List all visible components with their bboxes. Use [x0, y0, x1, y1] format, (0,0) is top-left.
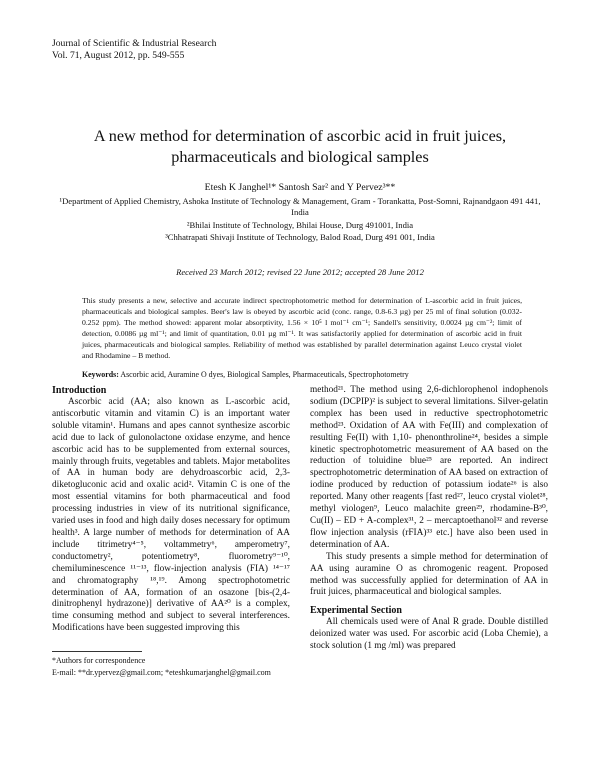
abstract: This study presents a new, selective and accurate indirect spectrophotometric method for determination of L-ascorbic acid in fruit juices, pharmaceuticals and biological samples. Beer's law is obeyed by ascorbic acid (conc. range, 0.8-6.3 µg) per 25 ml of final solution (0.032-0.252 ppm). The method showed: apparent molar absorptivity, 1.56 × 10⁵ l mol⁻¹ cm⁻¹; Sandell's sensitivity, 0.0024 µg cm⁻²; limit of detection, 0.0086 µg ml⁻¹; and limit of quantitation, 0.01 µg ml⁻¹. It was satisfactorily applied for determination of ascorbic acid in fruit juices, pharmaceuticals and biological samples. Reliability of method was established by parallel determination against Leuco crystal violet and Rhodamine – B method. [82, 296, 522, 360]
paper-title [40, 126, 560, 168]
right-paragraph-1: method²¹. The method using 2,6-dichlorophenol indophenols sodium (DCPIP)² is subject to several limitations. Silver-gelatin complex has been used in reductive spectrophotometric method²³. Oxidation of AA with Fe(III) and complexation of resulting Fe(II) with 1,10- phenonthroline²⁴, besides a simple kinetic spectrophotometric measurement of AA based on the reduction of toluidine blue²⁵ are reported. An indirect spectrophotometric determination of AA based on extraction of iodine produced by reduction of potassium iodate²⁶ is also reported. Many other reagents [fast red²⁷, leuco crystal violet²⁸, methyl viologen⁹, Leuco malachite green²⁹, rhodamine-B³⁰, Cu(II) – ED + A-complex³¹, 2 – mercaptoethanol³² and reverse flow injection analysis (rFIA)³³ etc.] have also been used in determination of AA. [310, 385, 548, 550]
title-line-2: pharmaceuticals and biological samples [171, 148, 429, 166]
footnote-rule [52, 651, 142, 652]
introduction-heading: Introduction [52, 385, 107, 396]
introduction-text: Ascorbic acid (AA; also known as L-ascorbic acid, antiscorbutic vitamin and vitamin C) is an important water soluble vitamin¹. Humans and apes cannot synthesize ascorbic acid due to lack of gulonolactone oxidase enzyme, and hence ascorbic acid has to be supplemented from external sources, mainly through fruits, vegetables and tablets. Major metabolites of AA in human body are dehydroascorbic acid, 2,3-diketogluconic acid and oxalic acid². Vitamin C is one of the most essential vitamins for both pharmaceutical and food processing industries in view of its nutritional significance, varied uses in food and high daily doses necessary for optimum health³. A large number of methods for determination of AA include titrimetry⁴⁻⁵, voltammetry⁶, amperometry⁷, conductometry², potentiometry⁸, fluorometry⁹⁻¹⁰, chemiluminescence ¹¹⁻¹³, flow-injection analysis (FIA) ¹⁴⁻¹⁷ and chromatography ¹⁸,¹⁹. Among spectrophotometric determination of AA, formation of an osazone [bis-(2,4-dinitrophenyl hydrazone)] derivative of AA²⁰ is a complex, time consuming method and subject to several interferences. Modifications have been suggested improving this [52, 397, 290, 634]
keywords-label: Keywords: [82, 370, 119, 379]
footnote-correspondence: *Authors for correspondence [52, 656, 146, 665]
keywords-list: Ascorbic acid, Auramine O dyes, Biological Samples, Pharmaceuticals, Spectrophotometry [120, 370, 409, 379]
journal-header [52, 38, 216, 62]
right-column [310, 385, 548, 653]
affiliation-3: ³Chhatrapati Shivaji Institute of Technology, Balod Road, Durg 491 001, India [165, 232, 435, 242]
title-line-1: A new method for determination of ascorbic acid in fruit juices, [93, 127, 507, 145]
left-column [52, 385, 290, 635]
affiliation-1: ¹Department of Applied Chemistry, Ashoka Institute of Technology & Management, Gram - Torankatta, Post-Somni, Rajnandgaon 491 441, India [59, 196, 541, 217]
keywords [82, 369, 522, 380]
journal-issue: Vol. 71, August 2012, pp. 549-555 [52, 50, 185, 61]
experimental-heading: Experimental Section [310, 605, 402, 617]
right-paragraph-2: This study presents a simple method for determination of AA using auramine O as chromogenic reagent. Proposed method was successfully applied for determination of AA in fruit juices, pharmaceutical and biological samples. [310, 551, 548, 598]
authors: Etesh K Janghel¹* Santosh Sar² and Y Pervez³** [204, 182, 396, 193]
journal-name: Journal of Scientific & Industrial Research [52, 38, 217, 49]
received-dates: Received 23 March 2012; revised 22 June 2012; accepted 28 June 2012 [176, 267, 424, 277]
footnote-email: E-mail: **dr.ypervez@gmail.com; *eteshkumarjanghel@gmail.com [52, 668, 271, 677]
experimental-text: All chemicals used were of Anal R grade. Double distilled deionized water was used. For ascorbic acid (Loba Chemie), a stock solution (1 mg /ml) was prepared [310, 617, 548, 652]
footnotes [52, 655, 292, 679]
affiliation-2: ²Bhilai Institute of Technology, Bhilai House, Durg 491001, India [186, 220, 414, 230]
